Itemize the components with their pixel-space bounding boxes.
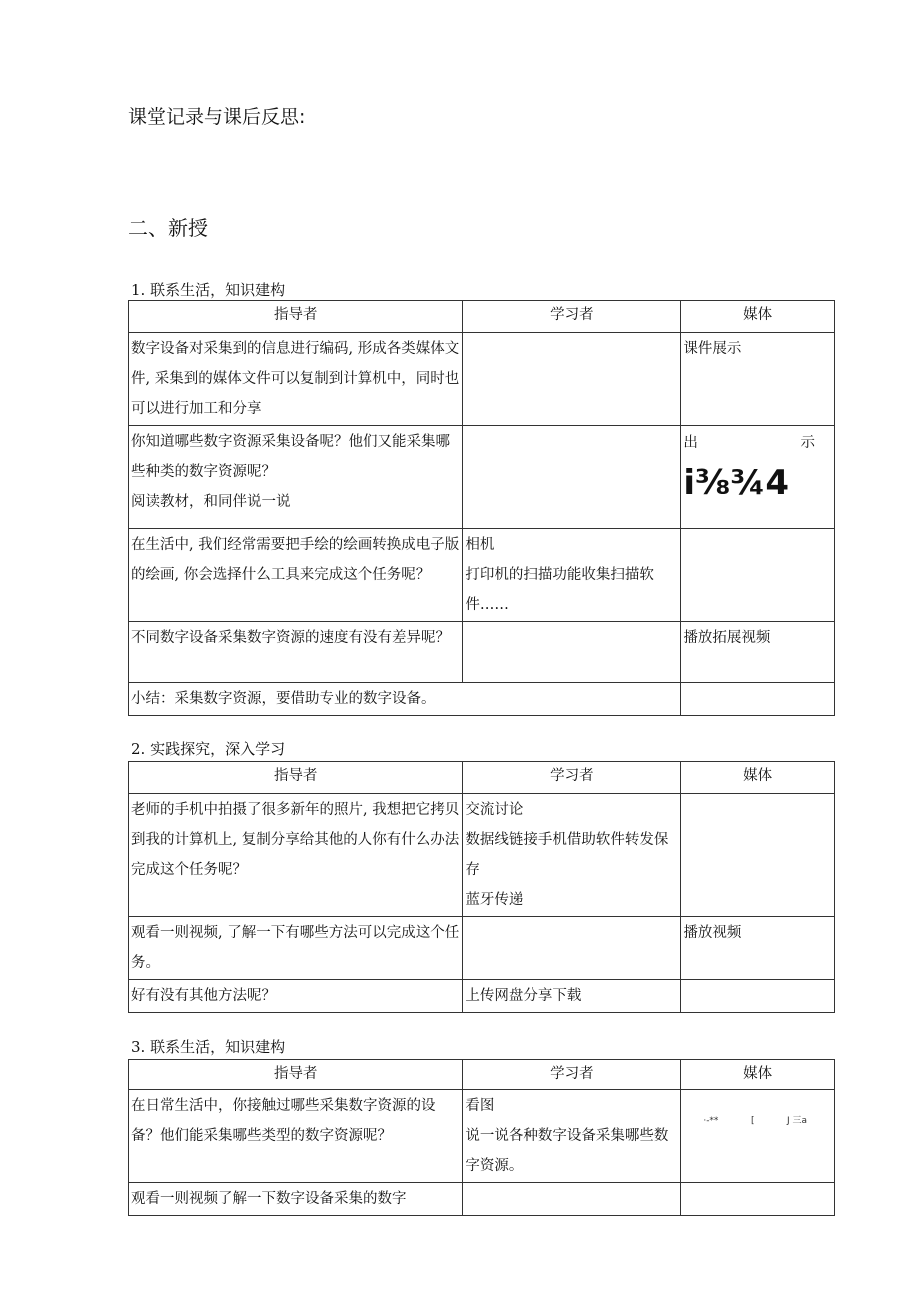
section2-title: 2. 实践探究，深入学习 bbox=[131, 740, 286, 758]
table-row bbox=[129, 1183, 835, 1216]
header-media: 媒体 bbox=[681, 301, 835, 333]
header-guide: 指导者 bbox=[129, 301, 463, 333]
section1-title: 1. 联系生活，知识建构 bbox=[131, 281, 286, 299]
table-row bbox=[129, 426, 835, 529]
faint-mark: ·-** bbox=[703, 1116, 719, 1126]
media-faint-marks bbox=[683, 1091, 833, 1127]
table-row bbox=[129, 794, 835, 917]
media-cell bbox=[681, 529, 835, 622]
guide-cell: 老师的手机中拍摄了很多新年的照片, 我想把它拷贝到我的计算机上, 复制分享给其他的人你有什么办法完成这个任务呢？ bbox=[129, 794, 463, 917]
header-learner: 学习者 bbox=[463, 1060, 681, 1090]
table-row bbox=[129, 1090, 835, 1183]
table-row bbox=[129, 622, 835, 683]
summary-cell: 小结：采集数字资源，要借助专业的数字设备。 bbox=[129, 683, 681, 716]
learner-cell: 交流讨论 数据线链接手机借助软件转发保存 蓝牙传递 bbox=[463, 794, 681, 917]
learner-cell: 上传网盘分享下载 bbox=[463, 980, 681, 1013]
guide-cell: 观看一则视频了解一下数字设备采集的数字 bbox=[129, 1183, 463, 1216]
table-row bbox=[129, 529, 835, 622]
table-header-row bbox=[129, 301, 835, 333]
media-text-right: 示 bbox=[800, 435, 815, 451]
section1-table bbox=[128, 300, 835, 716]
media-cell bbox=[681, 1183, 835, 1216]
media-cell bbox=[681, 426, 835, 529]
guide-cell: 不同数字设备采集数字资源的速度有没有差异呢？ bbox=[129, 622, 463, 683]
new-lesson-heading: 二、新授 bbox=[128, 216, 208, 240]
media-cell: 播放视频 bbox=[681, 917, 835, 980]
header-guide: 指导者 bbox=[129, 762, 463, 794]
guide-cell: 数字设备对采集到的信息进行编码, 形成各类媒体文件, 采集到的媒体文件可以复制到计算机中，同时也可以进行加工和分享 bbox=[129, 333, 463, 426]
guide-cell: 你知道哪些数字资源采集设备呢？他们又能采集哪些种类的数字资源呢？ 阅读教材，和同伴说一说 bbox=[129, 426, 463, 529]
learner-cell: 看图 说一说各种数字设备采集哪些数字资源。 bbox=[463, 1090, 681, 1183]
media-garbled-glyph: i⅜¾4 bbox=[683, 463, 790, 503]
learner-cell bbox=[463, 622, 681, 683]
header-media: 媒体 bbox=[681, 762, 835, 794]
media-cell: 播放拓展视频 bbox=[681, 622, 835, 683]
table-row bbox=[129, 980, 835, 1013]
section2-table bbox=[128, 761, 835, 1013]
media-cell bbox=[681, 980, 835, 1013]
media-cell bbox=[681, 1090, 835, 1183]
faint-mark: [ bbox=[750, 1116, 755, 1126]
guide-cell: 好有没有其他方法呢？ bbox=[129, 980, 463, 1013]
learner-cell bbox=[463, 1183, 681, 1216]
header-learner: 学习者 bbox=[463, 301, 681, 333]
header-media: 媒体 bbox=[681, 1060, 835, 1090]
table-header-row bbox=[129, 762, 835, 794]
guide-cell: 在日常生活中，你接触过哪些采集数字资源的设备？他们能采集哪些类型的数字资源呢？ bbox=[129, 1090, 463, 1183]
learner-cell bbox=[463, 333, 681, 426]
learner-cell bbox=[463, 426, 681, 529]
section3-table bbox=[128, 1059, 835, 1216]
header-learner: 学习者 bbox=[463, 762, 681, 794]
table-row bbox=[129, 333, 835, 426]
table-row bbox=[129, 683, 835, 716]
media-cell bbox=[681, 794, 835, 917]
section3-title: 3. 联系生活，知识建构 bbox=[131, 1038, 286, 1056]
guide-cell: 在生活中, 我们经常需要把手绘的绘画转换成电子版的绘画, 你会选择什么工具来完成这个任务呢？ bbox=[129, 529, 463, 622]
table-header-row bbox=[129, 1060, 835, 1090]
learner-cell bbox=[463, 917, 681, 980]
table-row bbox=[129, 917, 835, 980]
media-cell: 课件展示 bbox=[681, 333, 835, 426]
guide-cell: 观看一则视频, 了解一下有哪些方法可以完成这个任务。 bbox=[129, 917, 463, 980]
learner-cell: 相机 打印机的扫描功能收集扫描软件…… bbox=[463, 529, 681, 622]
media-text-left: 出 bbox=[683, 435, 698, 451]
reflection-heading: 课堂记录与课后反思: bbox=[128, 106, 306, 128]
header-guide: 指导者 bbox=[129, 1060, 463, 1090]
faint-mark: J 三a bbox=[786, 1116, 807, 1126]
media-cell bbox=[681, 683, 835, 716]
